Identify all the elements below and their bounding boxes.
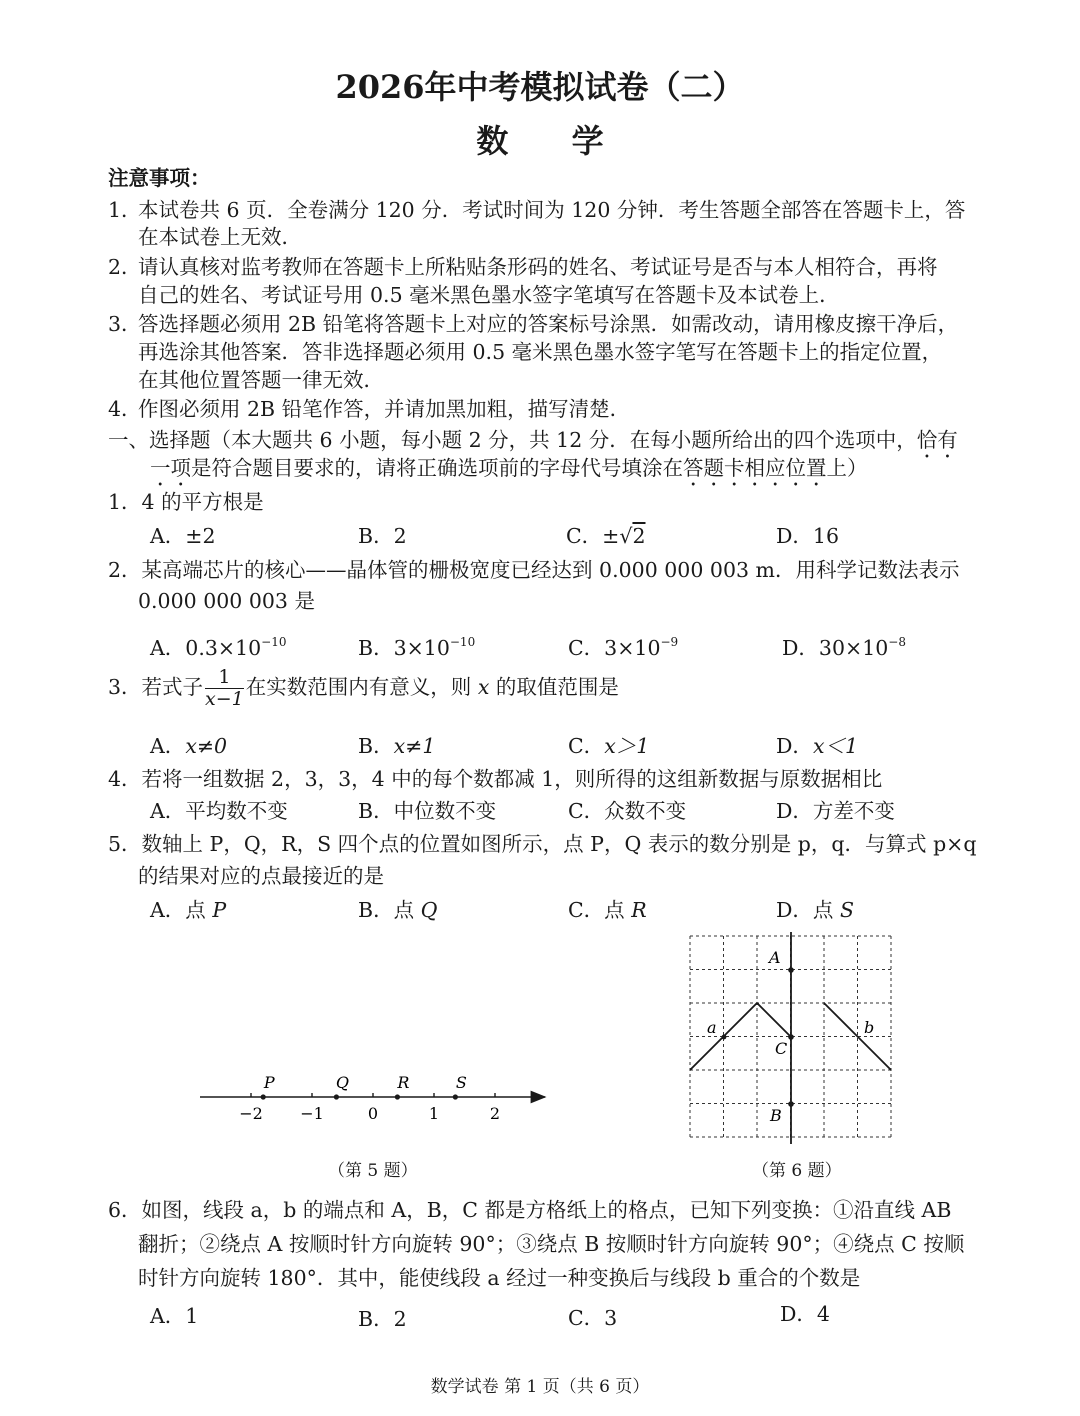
number-line-point-label: R: [397, 1073, 410, 1092]
q4-option-c: C．众数不变: [568, 799, 687, 823]
q3-option-a: A．x≠0: [150, 734, 228, 758]
q2-stem-line-1: 2．某高端芯片的核心——晶体管的栅极宽度已经达到 0.000 000 003 m．用科学记数法表示: [108, 558, 960, 582]
notice-item-4-line-1: 作图必须用 2B 铅笔作答，并请加黑加粗，描写清楚．: [138, 397, 631, 421]
notice-item-1-line-1: 本试卷共 6 页．全卷满分 120 分．考试时间为 120 分钟．考生答题全部答在答题卡上，答: [138, 198, 966, 222]
notice-item-3-line-3: 在其他位置答题一律无效．: [138, 368, 384, 392]
label-a-point: A: [769, 948, 781, 967]
segment-a-endpoint: [722, 1035, 727, 1040]
q5-stem-line-2: 的结果对应的点最接近的是: [138, 864, 384, 888]
label-c-point: C: [775, 1039, 788, 1058]
q2-option-a: A．$0.3\times 10^{-10}$: [150, 635, 287, 660]
point-a: [788, 967, 794, 973]
q6-option-a: A．1: [150, 1304, 199, 1328]
q4-option-d: D．方差不变: [776, 799, 895, 823]
q6-stem-line-1: 6．如图，线段 a，b 的端点和 A，B，C 都是方格纸上的格点，已知下列变换：①沿直线 AB: [108, 1198, 952, 1222]
page-footer: 数学试卷 第 1 页（共 6 页）: [430, 1377, 650, 1397]
notice-item-2-line-1: 请认真核对监考教师在答题卡上所粘贴条形码的姓名、考试证号是否与本人相符合，再将: [138, 255, 938, 279]
q2-stem-line-2: 0.000 000 003 是: [138, 589, 315, 613]
notice-item-2-line-2: 自己的姓名、考试证号用 0.5 毫米黑色墨水签字笔填写在答题卡及本试卷上．: [138, 283, 840, 307]
q3-option-d: D．x＜1: [776, 734, 859, 758]
q2-option-d: D．$30\times 10^{-8}$: [782, 635, 906, 660]
label-b-point: B: [770, 1106, 782, 1125]
q2-option-c: C．$3\times 10^{-9}$: [568, 635, 679, 660]
q6-option-d: D．4: [780, 1302, 830, 1326]
exam-title: 2026年中考模拟试卷（二）: [335, 68, 745, 106]
label-segment-a: a: [707, 1018, 717, 1037]
q1-option-c: C．±√2: [566, 524, 646, 548]
q5-stem-line-1: 5．数轴上 P，Q，R，S 四个点的位置如图所示，点 P，Q 表示的数分别是 p，q．与算式 p×q: [108, 832, 977, 856]
number-line-point-label: Q: [335, 1073, 349, 1092]
q4-option-a: A．平均数不变: [150, 799, 288, 823]
point-b: [788, 1101, 794, 1107]
number-line-point-label: P: [263, 1073, 275, 1092]
number-line-point: [334, 1094, 339, 1099]
label-segment-b: b: [864, 1018, 875, 1037]
emphasis-text: 恰有: [916, 428, 958, 452]
q4-option-b: B．中位数不变: [358, 799, 497, 823]
number-line-tick-label: 1: [428, 1104, 440, 1123]
q1-option-d: D．16: [776, 524, 840, 548]
section-1-intro-line-1: 一、选择题（本大题共 6 小题，每小题 2 分，共 12 分．在每小题所给出的四个选项中，恰有: [108, 428, 958, 452]
q3-stem: 3．若式子 $\frac{1}{x-1}$ 在实数范围内有意义，则 x 的取值范围是: [108, 666, 619, 710]
number-line-point: [395, 1094, 400, 1099]
notice-item-2-num: 2．: [108, 255, 142, 279]
q1-option-b: B．2: [358, 524, 407, 548]
number-line-point: [261, 1094, 266, 1099]
number-line-tick-label: 0: [367, 1104, 379, 1123]
q1-stem: 1．4 的平方根是: [108, 490, 264, 514]
figure-6-caption: （第 6 题）: [752, 1161, 842, 1181]
number-line-tick-label: −2: [239, 1104, 263, 1123]
notice-item-4-num: 4．: [108, 397, 142, 421]
notice-item-3-num: 3．: [108, 312, 142, 336]
notice-heading: 注意事项：: [108, 166, 211, 190]
notice-item-1-line-2: 在本试卷上无效．: [138, 225, 302, 249]
number-line-tick-label: 2: [489, 1104, 501, 1123]
subject-title: 数 学: [476, 122, 630, 160]
q5-option-a: A．点 P: [150, 898, 227, 922]
q5-option-c: C．点 R: [568, 898, 647, 922]
q1-option-a: A．±2: [150, 524, 216, 548]
figure-5-caption: （第 5 题）: [328, 1161, 418, 1181]
notice-item-3-line-2: 再选涂其他答案．答非选择题必须用 0.5 毫米黑色墨水签字笔写在答题卡上的指定位置，: [138, 340, 943, 364]
notice-item-3-line-1: 答选择题必须用 2B 铅笔将答题卡上对应的答案标号涂黑．如需改动，请用橡皮擦干净后，: [138, 312, 959, 336]
q6-option-b: B．2: [358, 1307, 407, 1331]
number-line-figure: [190, 1060, 560, 1130]
q4-stem: 4．若将一组数据 2，3，3，4 中的每个数都减 1，则所得的这组新数据与原数据相比: [108, 767, 883, 791]
grid-figure: [686, 932, 896, 1148]
section-1-intro-line-2: 一项是符合题目要求的，请将正确选项前的字母代号填涂在答题卡相应位置上）: [150, 456, 868, 480]
point-c: [788, 1034, 794, 1040]
number-line-point-label: S: [455, 1073, 467, 1092]
q5-option-d: D．点 S: [776, 898, 854, 922]
q5-option-b: B．点 Q: [358, 898, 438, 922]
q3-option-c: C．x＞1: [568, 734, 650, 758]
number-line-point: [453, 1094, 458, 1099]
number-line-tick-label: −1: [300, 1104, 324, 1123]
q6-stem-line-2: 翻折；②绕点 A 按顺时针方向旋转 90°；③绕点 B 按顺时针方向旋转 90°；④绕点 C 按顺: [138, 1232, 965, 1256]
q2-option-b: B．$3\times 10^{-10}$: [358, 635, 476, 660]
q6-option-c: C．3: [568, 1306, 618, 1330]
notice-item-1-num: 1．: [108, 198, 142, 222]
q3-fraction: $\frac{1}{x-1}$: [205, 666, 244, 710]
q3-option-b: B．x≠1: [358, 734, 436, 758]
q6-stem-line-3: 时针方向旋转 180°．其中，能使线段 a 经过一种变换后与线段 b 重合的个数是: [138, 1266, 861, 1290]
